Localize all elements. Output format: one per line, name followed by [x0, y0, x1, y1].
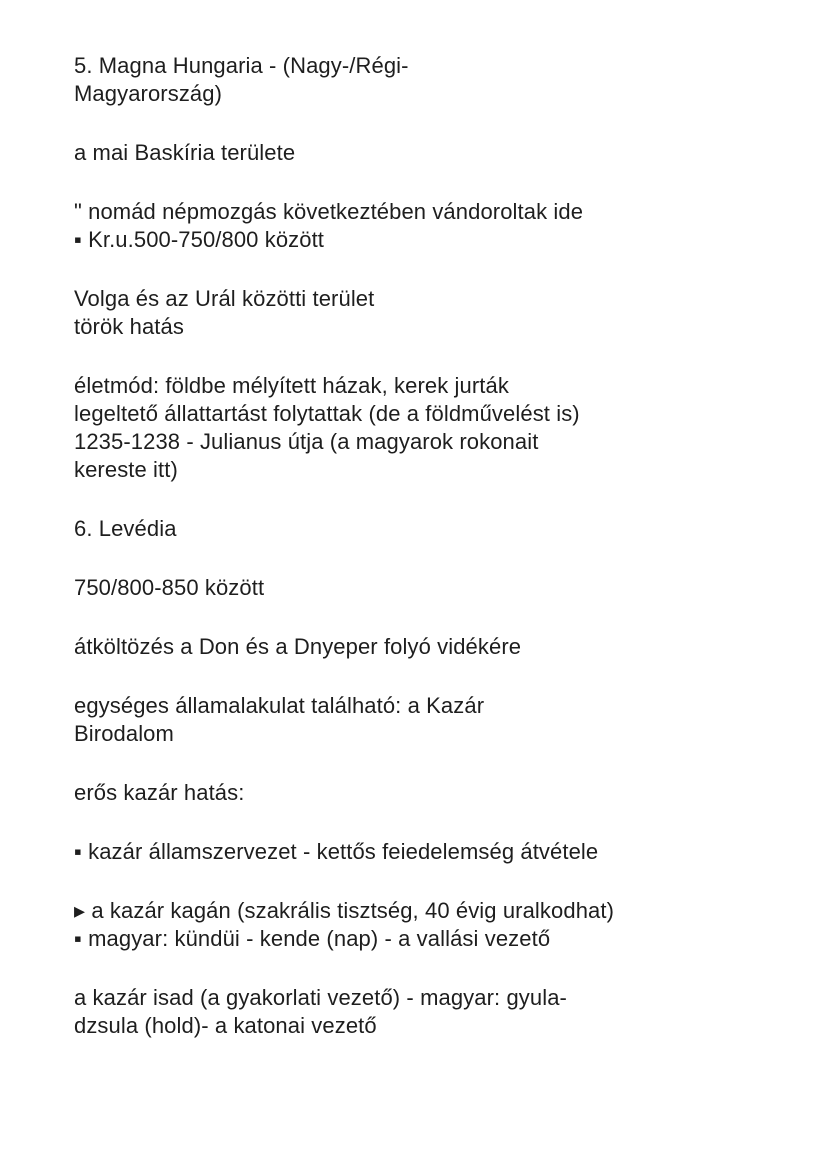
text-line: 6. Levédia [74, 516, 177, 541]
paragraph-eletmod [74, 372, 792, 484]
text-line: 1235-1238 - Julianus útja (a magyarok rokonait [74, 429, 539, 454]
text-line: török hatás [74, 314, 184, 339]
paragraph-baskiria [74, 139, 792, 167]
text-line: Birodalom [74, 721, 174, 746]
text-line-bullet: ▸ a kazár kagán (szakrális tisztség, 40 évig uralkodhat) [74, 898, 615, 923]
paragraph-kazar-kagan [74, 897, 792, 953]
paragraph-atkoltozes [74, 633, 792, 661]
text-line: legeltető állattartást folytattak (de a földművelést is) [74, 401, 580, 426]
text-line: életmód: földbe mélyített házak, kerek jurták [74, 373, 509, 398]
paragraph-kazar-isad [74, 984, 792, 1040]
text-line-bullet: ▪ Kr.u.500-750/800 között [74, 227, 325, 252]
paragraph-levedia-title [74, 515, 792, 543]
paragraph-eros-kazar-hatas [74, 779, 792, 807]
text-line: Volga és az Urál közötti terület [74, 286, 375, 311]
paragraph-volga-ural [74, 285, 792, 341]
text-line: dzsula (hold)- a katonai vezető [74, 1013, 377, 1038]
text-line: a mai Baskíria területe [74, 140, 296, 165]
paragraph-levedia-dates [74, 574, 792, 602]
text-line: átköltözés a Don és a Dnyeper folyó vidékére [74, 634, 522, 659]
paragraph-kazar-allamszervezet [74, 838, 792, 866]
text-line: egységes államalakulat található: a Kazár [74, 693, 485, 718]
text-line-bullet: ▪ kazár államszervezet - kettős feiedelemség átvétele [74, 839, 599, 864]
text-line: 750/800-850 között [74, 575, 265, 600]
text-line: " nomád népmozgás következtében vándoroltak ide [74, 199, 584, 224]
paragraph-nomad-nepmozgas [74, 198, 792, 254]
text-line-bullet: ▪ magyar: kündüi - kende (nap) - a vallási vezető [74, 926, 551, 951]
text-line: a kazár isad (a gyakorlati vezető) - magyar: gyula- [74, 985, 567, 1010]
paragraph-kazar-birodalom [74, 692, 792, 748]
paragraph-magna-hungaria-title [74, 52, 792, 108]
text-line: kereste itt) [74, 457, 178, 482]
text-line: erős kazár hatás: [74, 780, 245, 805]
text-line: Magyarország) [74, 81, 223, 106]
text-line: 5. Magna Hungaria - (Nagy-/Régi- [74, 53, 409, 78]
